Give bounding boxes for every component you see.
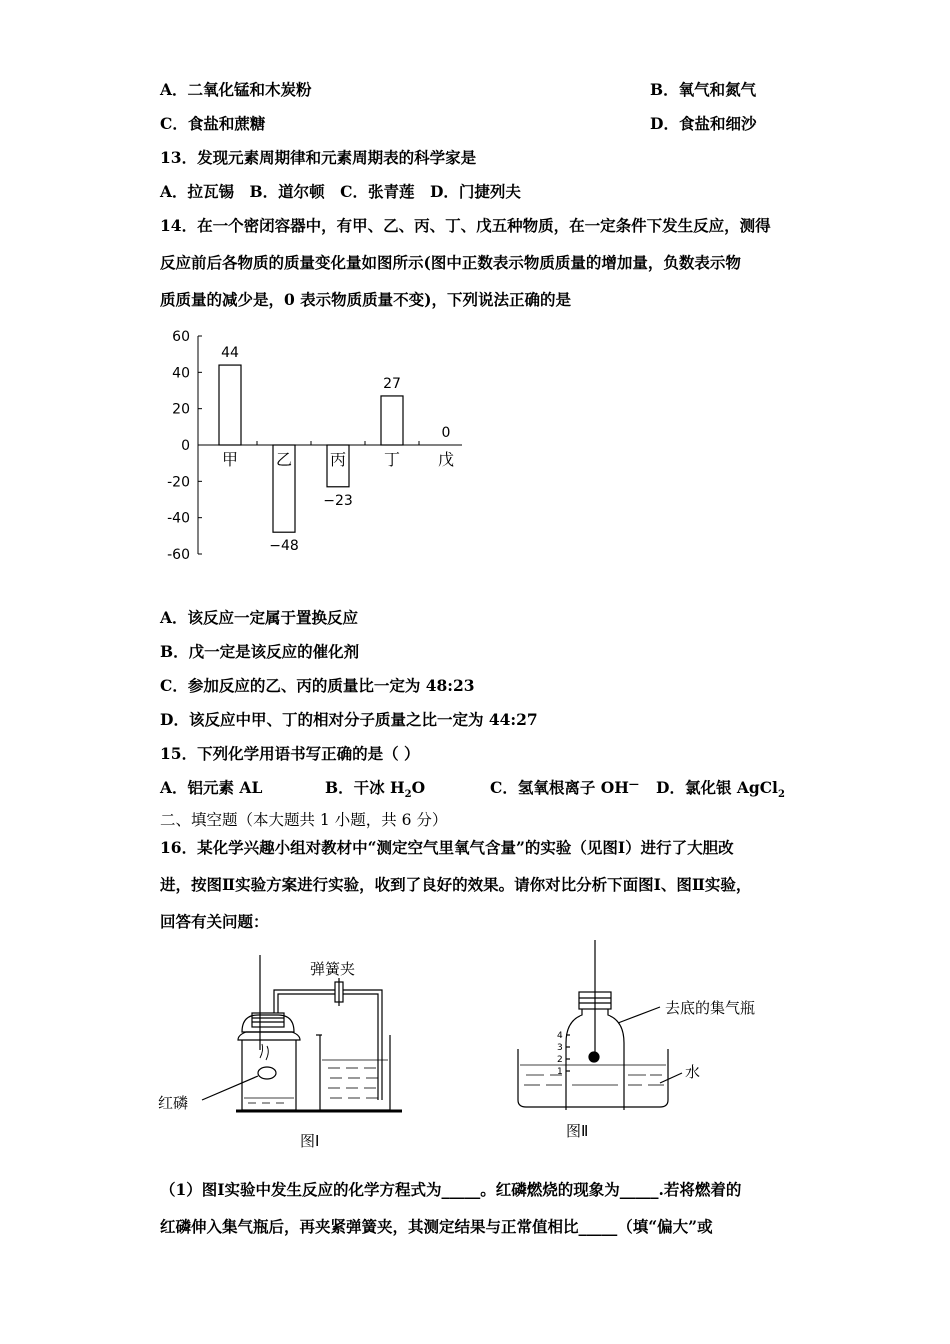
q15-stem: 15．下列化学用语书写正确的是（ ） xyxy=(160,744,420,763)
figure-1-apparatus xyxy=(150,950,420,1155)
clamp-label: 弹簧夹 xyxy=(310,960,356,978)
q16-sub1-line-1: （1）图Ⅰ实验中发生反应的化学方程式为_____。红磷燃烧的现象为_____.若将燃着的 xyxy=(160,1180,742,1199)
scale-mark-3: 3 xyxy=(557,1043,563,1053)
category-label: 丁 xyxy=(383,450,401,469)
q14-option-b: B．戊一定是该反应的催化剂 xyxy=(160,642,360,661)
q12-option-c: C．食盐和蔗糖 xyxy=(160,114,266,133)
bottomless-bottle-label: 去底的集气瓶 xyxy=(665,999,756,1017)
y-tick-label: 20 xyxy=(172,401,190,418)
q12-option-d: D．食盐和细沙 xyxy=(650,114,757,133)
q14-stem-line-1: 14．在一个密闭容器中，有甲、乙、丙、丁、戊五种物质，在一定条件下发生反应，测得 xyxy=(160,216,771,235)
bar-1 xyxy=(219,365,241,445)
y-tick-label: -40 xyxy=(167,510,190,527)
red-phosphorus-label: 红磷 xyxy=(158,1094,189,1112)
q13-options: A．拉瓦锡 B．道尔顿 C．张青莲 D．门捷列夫 xyxy=(160,182,521,201)
data-label: 27 xyxy=(383,375,401,392)
scale-mark-1: 1 xyxy=(557,1067,563,1077)
q16-stem-line-1: 16．某化学兴趣小组对教材中“测定空气里氧气含量”的实验（见图Ⅰ）进行了大胆改 xyxy=(160,838,734,857)
y-tick-label: -60 xyxy=(167,547,190,563)
q16-stem-line-3: 回答有关问题： xyxy=(160,912,269,931)
q12-option-row-2 xyxy=(160,112,757,134)
category-label: 甲 xyxy=(221,450,239,469)
scale-mark-2: 2 xyxy=(557,1055,563,1065)
water-label: 水 xyxy=(685,1063,701,1081)
q14-option-d: D．该反应中甲、丁的相对分子质量之比一定为 44:27 xyxy=(160,710,538,729)
q15-options xyxy=(160,776,785,801)
q15-option-b: B．干冰 $H_2O$ xyxy=(325,778,426,801)
y-tick-label: 0 xyxy=(181,438,190,454)
q12-option-a: A．二氧化锰和木炭粉 xyxy=(160,80,312,99)
q15-option-a: A．铝元素 AL xyxy=(160,778,263,797)
y-tick-label: -20 xyxy=(167,474,190,491)
mass-change-bar-chart xyxy=(150,320,480,570)
figure-2-caption: 图Ⅱ xyxy=(566,1122,589,1140)
q16-sub1-line-2: 红磷伸入集气瓶后，再夹紧弹簧夹，其测定结果与正常值相比_____（填“偏大”或 xyxy=(160,1217,713,1236)
q15-option-c: C．氢氧根离子 OH— xyxy=(490,778,639,797)
data-label: −23 xyxy=(323,492,353,509)
bar-4 xyxy=(381,396,403,445)
q14-stem-line-2: 反应前后各物质的质量变化量如图所示(图中正数表示物质质量的增加量，负数表示物 xyxy=(160,253,741,272)
category-label: 丙 xyxy=(329,450,347,469)
scale-mark-4: 4 xyxy=(557,1031,563,1041)
data-label: 44 xyxy=(221,345,239,362)
q15-option-d: D．氯化银 AgCl$_2$ xyxy=(656,778,785,801)
y-tick-label: 60 xyxy=(172,329,190,345)
data-label: −48 xyxy=(269,538,299,555)
q16-stem-line-2: 进，按图Ⅱ实验方案进行实验，收到了良好的效果。请你对比分析下面图Ⅰ、图Ⅱ实验， xyxy=(160,875,752,894)
q12-option-b: B．氧气和氮气 xyxy=(650,80,757,99)
q14-option-c: C．参加反应的乙、丙的质量比一定为 48:23 xyxy=(160,676,475,695)
category-label: 戊 xyxy=(437,450,455,469)
q14-stem-line-3: 质质量的减少是，0 表示物质质量不变)，下列说法正确的是 xyxy=(160,290,572,309)
figure-2-apparatus xyxy=(510,935,800,1150)
figure-1-caption: 图Ⅰ xyxy=(300,1132,320,1150)
category-label: 乙 xyxy=(275,450,293,469)
data-label: 0 xyxy=(441,425,451,441)
q13-stem: 13．发现元素周期律和元素周期表的科学家是 xyxy=(160,148,477,167)
q12-option-row-1 xyxy=(160,78,757,100)
q14-option-a: A．该反应一定属于置换反应 xyxy=(160,608,359,627)
y-tick-label: 40 xyxy=(172,365,190,382)
section-heading: 二、填空题（本大题共 1 小题，共 6 分） xyxy=(160,811,448,829)
